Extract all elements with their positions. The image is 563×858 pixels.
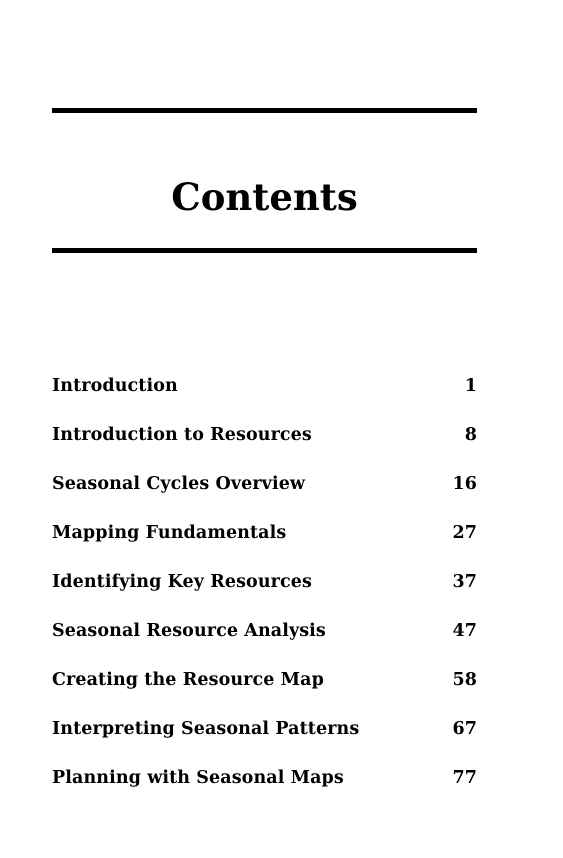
toc-entry-page: 37 xyxy=(452,572,477,592)
toc-entry[interactable] xyxy=(52,471,477,520)
toc-entry[interactable] xyxy=(52,618,477,667)
toc-entry-page: 67 xyxy=(452,719,477,739)
toc-entry[interactable] xyxy=(52,716,477,765)
toc-entry-title: Planning with Seasonal Maps xyxy=(52,768,344,788)
toc-entry-title: Seasonal Resource Analysis xyxy=(52,621,326,641)
toc-entry-title: Mapping Fundamentals xyxy=(52,523,287,543)
toc-entry-title: Introduction xyxy=(52,376,178,396)
toc-entry-title: Creating the Resource Map xyxy=(52,670,324,690)
toc-entry-title: Identifying Key Resources xyxy=(52,572,312,592)
toc-entry[interactable] xyxy=(52,765,477,814)
toc-entry-title: Introduction to Resources xyxy=(52,425,312,445)
table-of-contents xyxy=(52,373,477,814)
toc-entry[interactable] xyxy=(52,520,477,569)
toc-entry-title: Interpreting Seasonal Patterns xyxy=(52,719,360,739)
toc-entry-title: Seasonal Cycles Overview xyxy=(52,474,306,494)
toc-entry[interactable] xyxy=(52,569,477,618)
toc-entry[interactable] xyxy=(52,667,477,716)
toc-entry[interactable] xyxy=(52,373,477,422)
toc-entry-page: 1 xyxy=(464,376,477,396)
toc-entry-page: 58 xyxy=(452,670,477,690)
toc-entry-page: 27 xyxy=(452,523,477,543)
page-title: Contents xyxy=(171,174,358,219)
top-rule xyxy=(52,108,477,113)
toc-entry-page: 8 xyxy=(464,425,477,445)
bottom-rule xyxy=(52,248,477,253)
toc-entry-page: 47 xyxy=(452,621,477,641)
toc-entry-page: 16 xyxy=(452,474,477,494)
toc-entry[interactable] xyxy=(52,422,477,471)
toc-entry-page: 77 xyxy=(452,768,477,788)
